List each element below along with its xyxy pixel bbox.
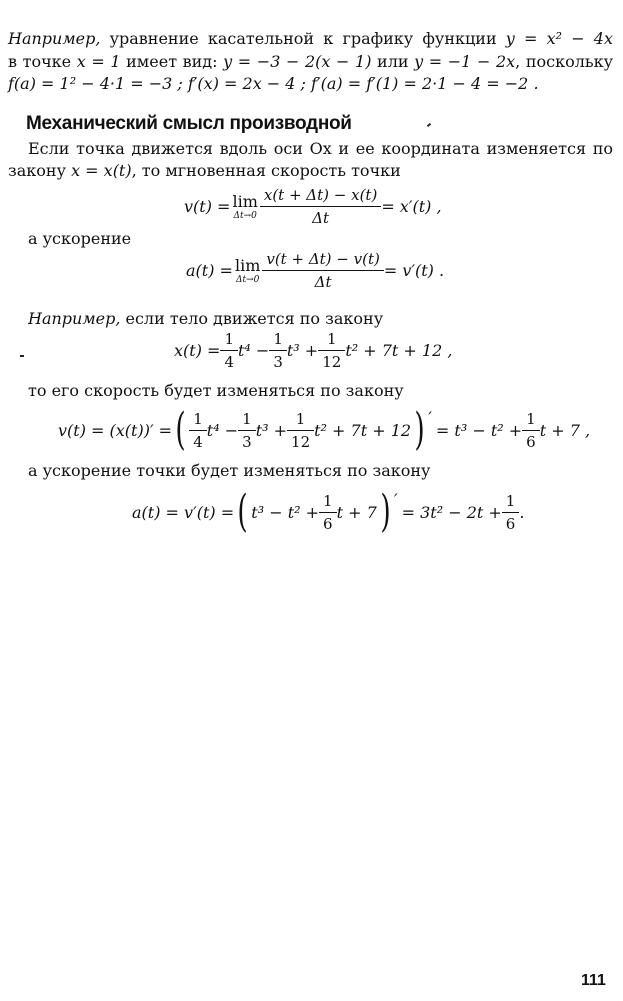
term-t3: t³ +: [255, 420, 288, 440]
fraction-numerator: 1: [505, 491, 516, 510]
fraction-numerator: x(t + Δt) − x(t): [263, 186, 378, 204]
velocity-fraction: [262, 186, 379, 227]
acceleration-rhs: = v′(t) .: [383, 261, 445, 280]
lim-word: lim: [232, 192, 258, 211]
line2-or: или: [371, 52, 415, 71]
fraction-numerator: 1: [323, 491, 333, 510]
para1-line2: [8, 161, 401, 181]
right-paren: ): [380, 486, 391, 537]
accel-law-result: = 3t² − 2t +: [401, 502, 502, 522]
stray-mark: [427, 123, 431, 127]
velocity-law-formula: [58, 404, 591, 455]
velocity-limit: [232, 192, 257, 221]
term-t3: t³ +: [286, 341, 319, 360]
acceleration-law-formula: [132, 486, 525, 537]
point-value: x = 1: [76, 52, 121, 71]
fraction-denominator: 6: [502, 512, 520, 533]
left-paren: (: [237, 486, 248, 537]
velocity-law-result: = t³ − t² +: [435, 420, 523, 440]
fraction-1-3: [240, 410, 254, 451]
inner-terms-end: t + 7: [336, 502, 377, 522]
example1-line3: [8, 74, 539, 94]
acceleration-intro: а ускорение: [28, 229, 132, 248]
line2-text-a: в точке: [8, 52, 77, 71]
prime-mark: ′: [428, 408, 432, 427]
fraction-denominator: 4: [189, 430, 207, 451]
left-paren: (: [175, 404, 186, 455]
prime-mark: ′: [393, 490, 398, 509]
fraction-denominator: 6: [522, 430, 540, 451]
fraction-denominator: 12: [287, 430, 314, 451]
line2-text-c: , поскольку: [515, 52, 614, 71]
end-dot: .: [519, 502, 525, 522]
fraction-numerator: 1: [224, 330, 234, 348]
fraction-denominator: 12: [318, 350, 345, 371]
example2-line: [28, 309, 383, 329]
velocity-law-lhs: v(t) = (x(t))′ =: [58, 420, 173, 440]
acceleration-lhs: a(t) =: [186, 261, 233, 280]
para1-text-a: закону: [8, 161, 72, 180]
derivative-computation: f(a) = 1² − 4·1 = −3 ; f′(x) = 2x − 4 ; f′(a) = f′(1) = 2·1 − 4 = −2 .: [8, 74, 539, 93]
example1-line1: [8, 29, 613, 49]
fraction-1-6: [524, 410, 538, 451]
fraction-denominator: Δt: [260, 206, 381, 227]
position-lhs: x(t) =: [174, 341, 221, 360]
fraction-numerator: 1: [526, 409, 536, 428]
fraction-numerator: v(t + Δt) − v(t): [266, 250, 380, 268]
lim-word: lim: [234, 256, 261, 275]
tangent-equation-2: y = −1 − 2x: [414, 52, 516, 71]
example1-text: уравнение касательной к графику функции: [100, 29, 506, 48]
fraction-numerator: 1: [326, 330, 337, 348]
term-end: t + 7 ,: [539, 420, 591, 440]
fraction-denominator: 3: [269, 350, 287, 371]
example1-line2: [8, 52, 613, 72]
term-t4: t⁴ −: [237, 341, 270, 360]
fraction-1-4: [191, 410, 205, 451]
inner-terms: t³ − t² +: [251, 502, 320, 522]
fraction-denominator: 3: [238, 430, 256, 451]
stray-mark-2: [20, 355, 24, 357]
accel-law-lhs: a(t) = v′(t) =: [132, 502, 235, 522]
fraction-1-6-result: [504, 492, 518, 533]
section-heading: Механический смысл производной: [26, 113, 352, 134]
velocity-lhs: v(t) =: [184, 197, 231, 216]
fraction-denominator: Δt: [262, 270, 383, 291]
lim-subscript: Δt→0: [233, 211, 257, 221]
speed-intro: то его скорость будет изменяться по закону: [28, 381, 404, 400]
fraction-1-12: [320, 330, 343, 371]
lim-subscript: Δt→0: [235, 275, 260, 285]
term-rest: t² + 7t + 12: [314, 420, 412, 440]
example2-word: Например,: [28, 309, 121, 328]
line2-text-b: имеет вид:: [120, 52, 224, 71]
position-formula: [174, 330, 452, 371]
fraction-1-6: [321, 492, 335, 533]
velocity-formula: [184, 186, 442, 227]
term-rest: t² + 7t + 12 ,: [345, 341, 453, 360]
para1-line1: Если точка движется вдоль оси Ox и ее координата изменяется по: [28, 139, 613, 158]
term-t4: t⁴ −: [206, 420, 239, 440]
fraction-denominator: 4: [220, 350, 238, 371]
velocity-rhs: = x′(t) ,: [381, 197, 442, 216]
fraction-numerator: 1: [273, 330, 283, 348]
fraction-1-4: [222, 330, 236, 371]
acceleration-fraction: [264, 250, 381, 291]
example2-text: если тело движется по закону: [120, 309, 384, 328]
example1-function: y = x² − 4x: [505, 29, 614, 48]
fraction-numerator: 1: [193, 409, 203, 428]
fraction-1-12: [289, 410, 312, 451]
accel-law-intro: а ускорение точки будет изменяться по закону: [28, 461, 431, 480]
acceleration-limit: [235, 256, 260, 285]
right-paren: ): [414, 404, 425, 455]
example1-word: Например,: [8, 29, 101, 48]
para1-text-b: , то мгновенная скорость точки: [131, 161, 401, 180]
tangent-equation-1: y = −3 − 2(x − 1): [223, 52, 372, 71]
fraction-1-3: [271, 330, 285, 371]
fraction-numerator: 1: [295, 409, 306, 428]
acceleration-formula: [186, 250, 444, 291]
fraction-denominator: 6: [319, 512, 337, 533]
motion-law: x = x(t): [71, 161, 132, 180]
fraction-numerator: 1: [242, 409, 252, 428]
page-number: 111: [581, 972, 606, 989]
